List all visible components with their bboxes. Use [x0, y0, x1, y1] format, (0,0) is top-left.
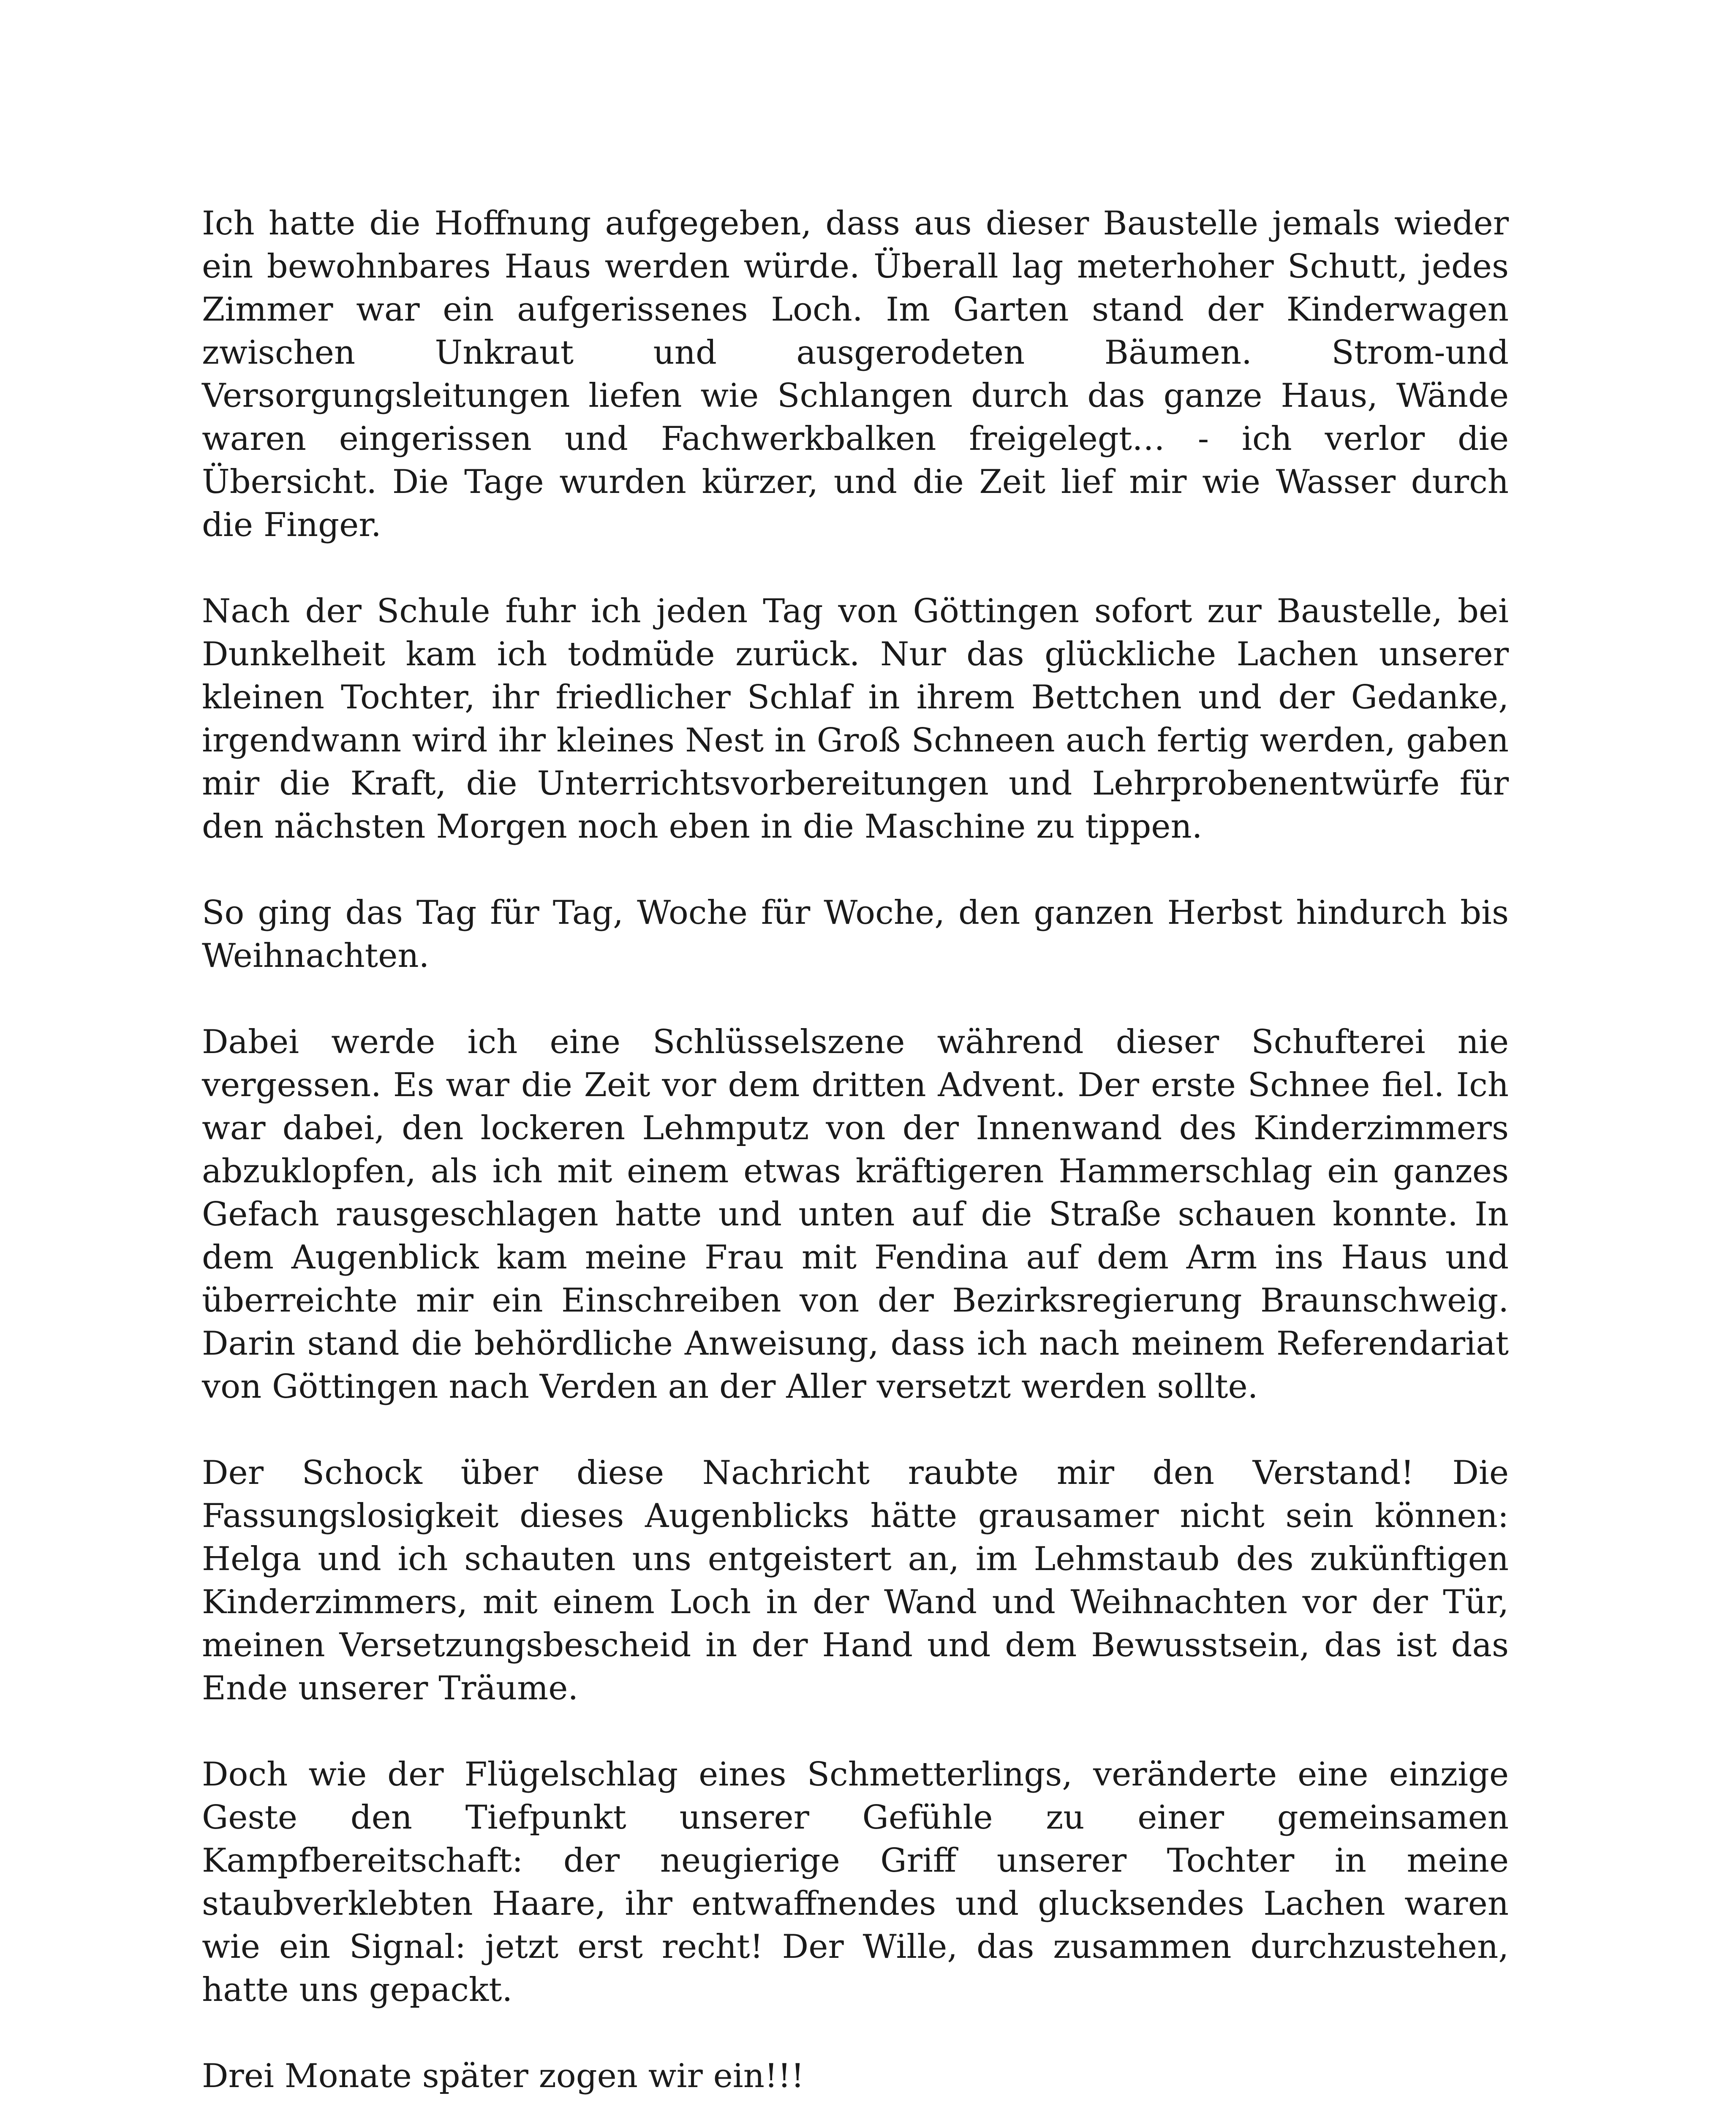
paragraph: Doch wie der Flügelschlag eines Schmetterlings, veränderte eine einzige Geste den Tiefpunkt unserer Gefühle zu einer gemeinsamen Kampfbereitschaft: der neugierige Griff unserer Tochter in meine staubverklebten Haare, ihr entwaffnendes und glucksendes Lachen waren wie ein Signal: jetzt erst recht! Der Wille, das zusammen durchzustehen, hatte uns gepackt. [202, 1755, 1509, 2009]
paragraph: Drei Monate später zogen wir ein!!! [202, 2057, 804, 2095]
paragraph: Nach der Schule fuhr ich jeden Tag von Göttingen sofort zur Baustelle, bei Dunkelheit kam ich todmüde zurück. Nur das glückliche Lachen unserer kleinen Tochter, ihr friedlicher Schlaf in ihrem Bettchen und der Gedanke, irgendwann wird ihr kleines Nest in Groß Schneen auch fertig werden, gaben mir die Kraft, die Unterrichtsvorbereitungen und Lehrprobenentwürfe für den nächsten Morgen noch eben in die Maschine zu tippen. [202, 592, 1509, 846]
paragraph: Der Schock über diese Nachricht raubte mir den Verstand! Die Fassungslosigkeit dieses Augenblicks hätte grausamer nicht sein können: Helga und ich schauten uns entgeistert an, im Lehmstaub des zukünftigen Kinderzimmers, mit einem Loch in der Wand und Weihnachten vor der Tür, meinen Versetzungsbescheid in der Hand und dem Bewusstsein, das ist das Ende unserer Träume. [202, 1454, 1509, 1707]
body-text [202, 202, 1509, 2112]
paragraph: Dabei werde ich eine Schlüsselszene während dieser Schufterei nie vergessen. Es war die Zeit vor dem dritten Advent. Der erste Schnee fiel. Ich war dabei, den lockeren Lehmputz von der Innenwand des Kinderzimmers abzuklopfen, als ich mit einem etwas kräftigeren Hammerschlag ein ganzes Gefach rausgeschlagen hatte und unten auf die Straße schauen konnte. In dem Augenblick kam meine Frau mit Fendina auf dem Arm ins Haus und überreichte mir ein Einschreiben von der Bezirksregierung Braunschweig. Darin stand die behördliche Anweisung, dass ich nach meinem Referendariat von Göttingen nach Verden an der Aller versetzt werden sollte. [202, 1023, 1509, 1406]
paragraph: So ging das Tag für Tag, Woche für Woche, den ganzen Herbst hindurch bis Weihnachten. [202, 894, 1509, 975]
paragraph: Ich hatte die Hoffnung aufgegeben, dass aus dieser Baustelle jemals wieder ein bewohnbares Haus werden würde. Überall lag meterhoher Schutt, jedes Zimmer war ein aufgerissenes Loch. Im Garten stand der Kinderwagen zwischen Unkraut und ausgerodeten Bäumen. Strom-und Versorgungsleitungen liefen wie Schlangen durch das ganze Haus, Wände waren eingerissen und Fachwerkbalken freigelegt… - ich verlor die Übersicht. Die Tage wurden kürzer, und die Zeit lief mir wie Wasser durch die Finger. [202, 204, 1509, 544]
